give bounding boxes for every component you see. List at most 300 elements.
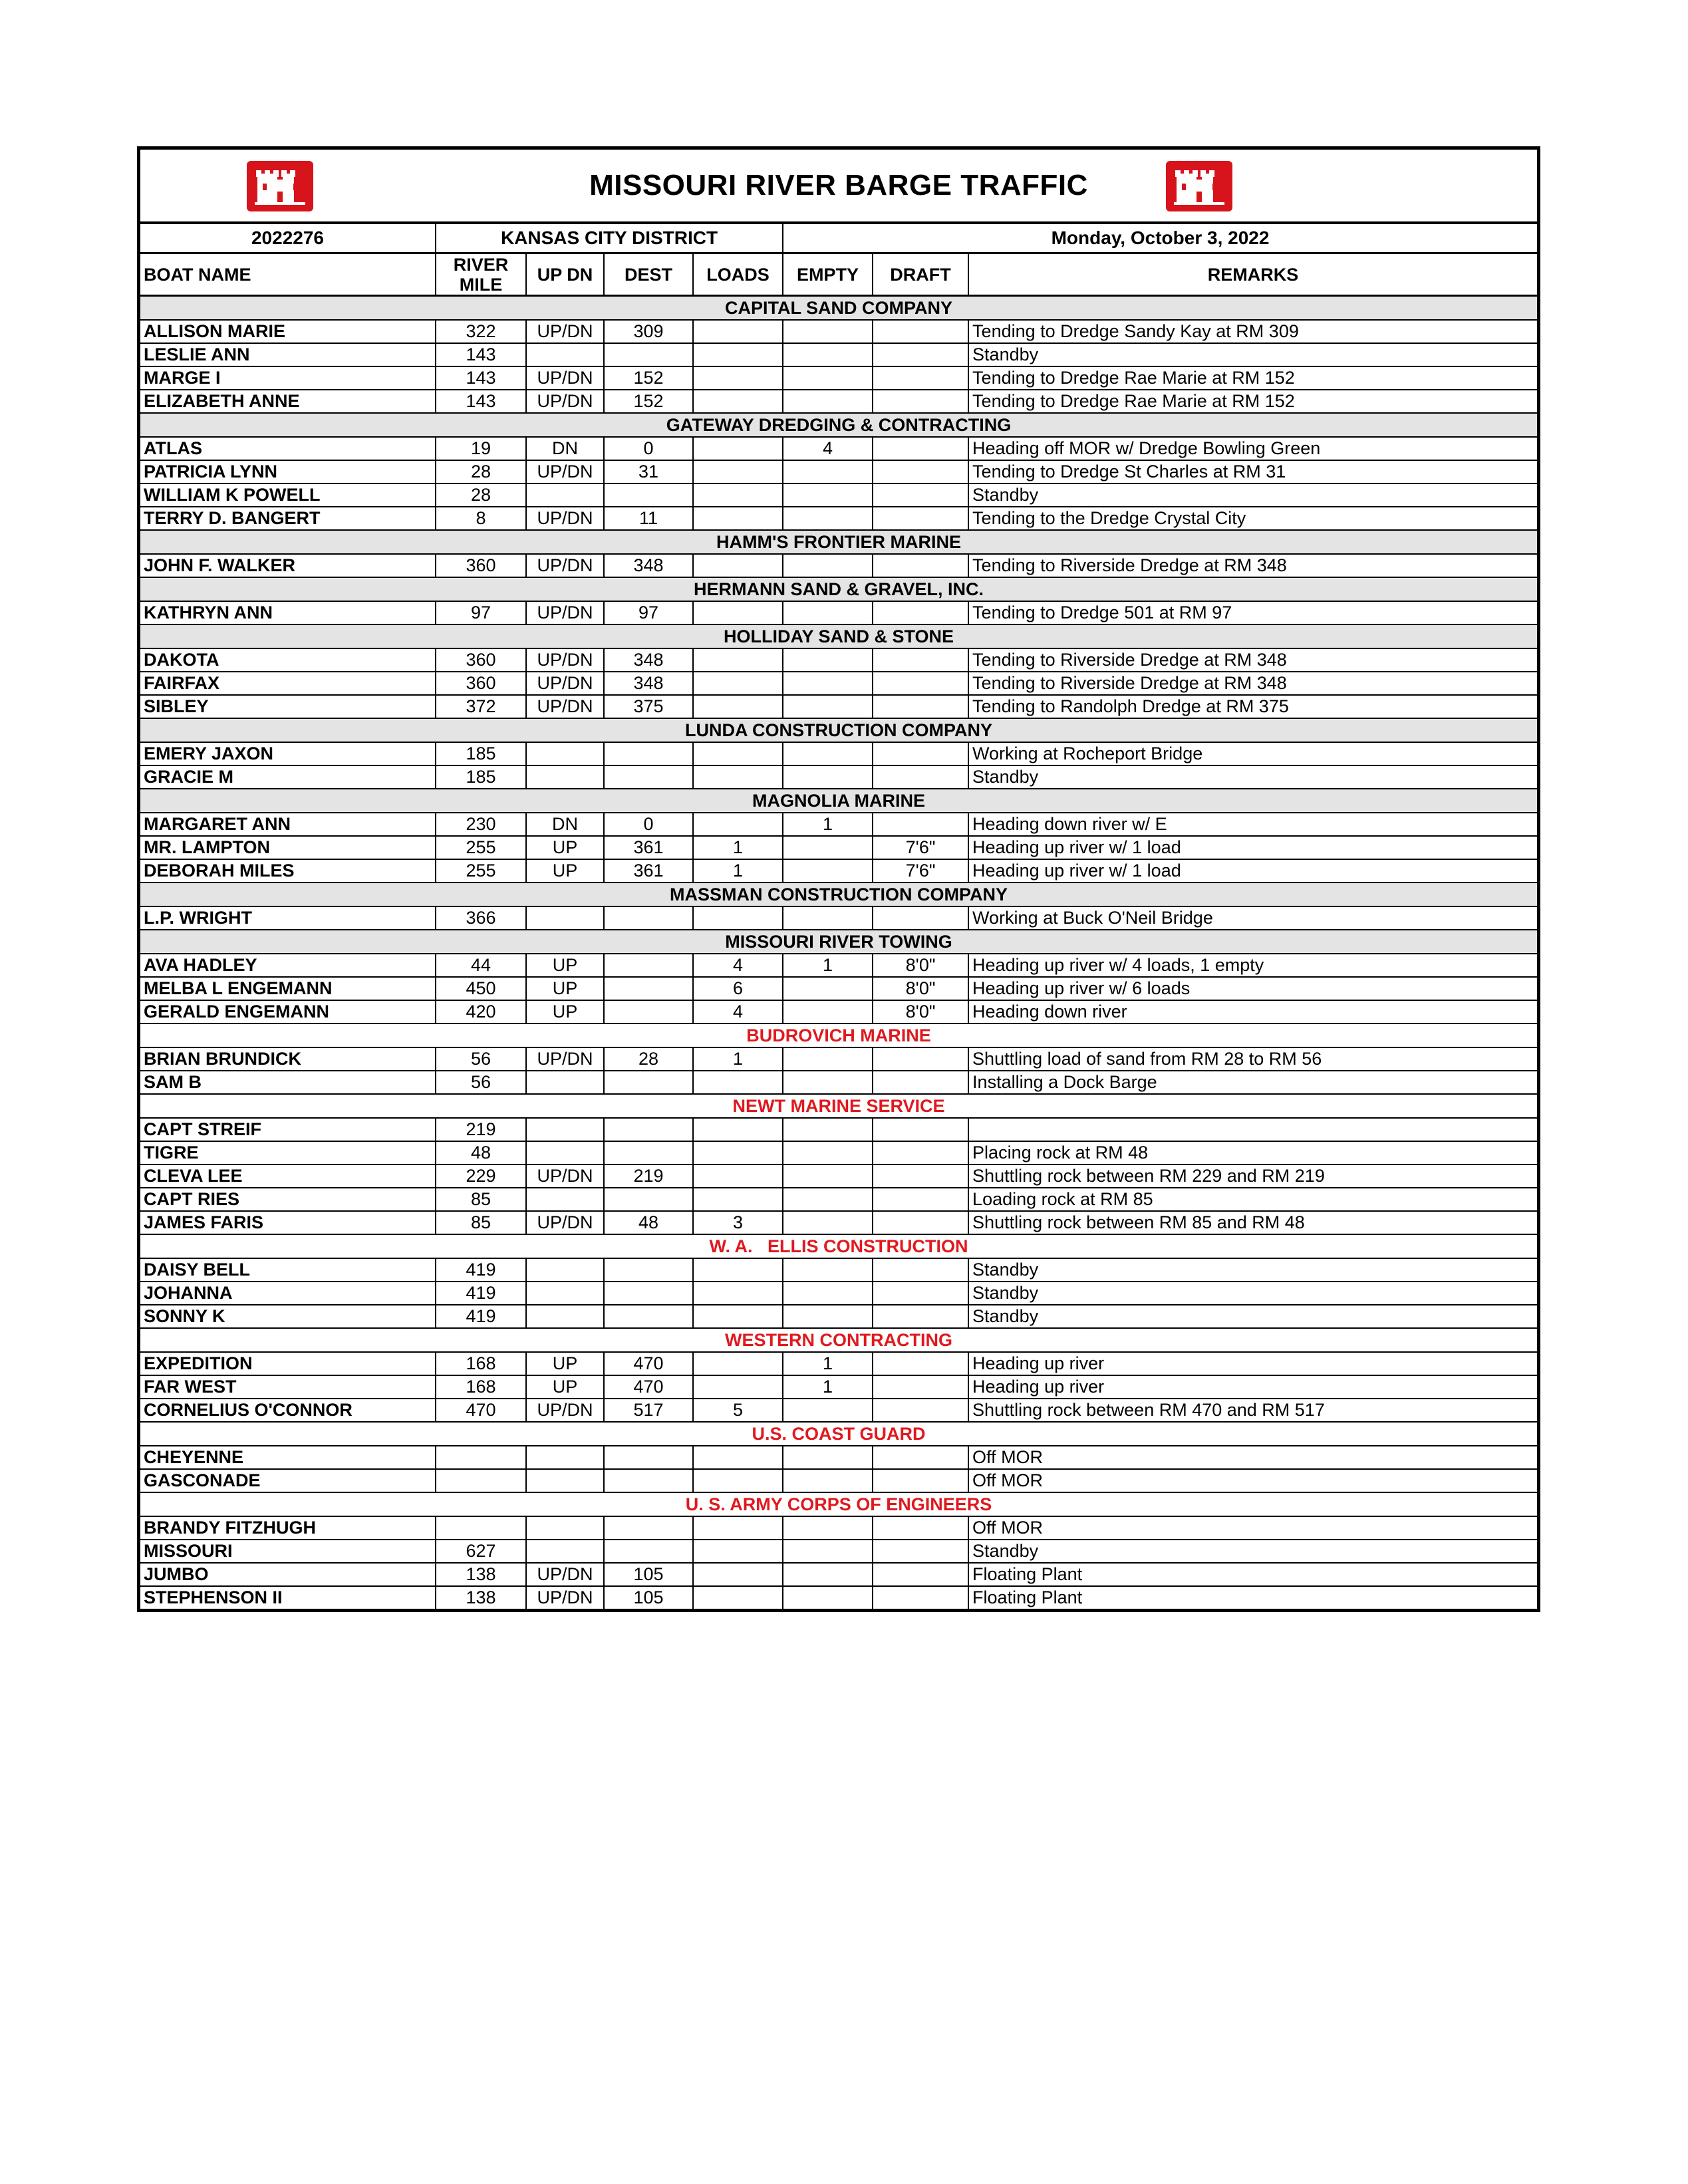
remarks-cell: Floating Plant: [968, 1586, 1537, 1609]
remarks-cell: Shuttling load of sand from RM 28 to RM 56: [968, 1047, 1537, 1071]
river-mile-cell: 322: [436, 320, 526, 343]
river-mile-cell: 168: [436, 1352, 526, 1375]
table-row: [140, 1164, 1537, 1188]
section-name: MAGNOLIA MARINE: [140, 789, 1537, 813]
boat-name-cell: STEPHENSON II: [140, 1586, 436, 1609]
dest-cell: 361: [604, 836, 693, 859]
loads-cell: [693, 1446, 783, 1469]
header-boat-name: BOAT NAME: [140, 253, 436, 296]
up-dn-cell: DN: [526, 437, 604, 460]
table-row: [140, 1375, 1537, 1399]
table-row: [140, 695, 1537, 718]
river-mile-cell: 138: [436, 1586, 526, 1609]
section-header-row: [140, 930, 1537, 954]
empty-cell: [783, 1211, 873, 1234]
loads-cell: [693, 906, 783, 930]
section-name: MASSMAN CONSTRUCTION COMPANY: [140, 883, 1537, 906]
loads-cell: [693, 1071, 783, 1094]
empty-cell: [783, 1516, 873, 1540]
river-mile-cell: 627: [436, 1540, 526, 1563]
river-mile-cell: 143: [436, 390, 526, 413]
empty-cell: [783, 1563, 873, 1586]
castle-logo-right: [1166, 161, 1232, 211]
table-row: [140, 390, 1537, 413]
river-mile-cell: 419: [436, 1282, 526, 1305]
river-mile-cell: 360: [436, 554, 526, 577]
table-row: [140, 1258, 1537, 1282]
table-row: [140, 813, 1537, 836]
empty-cell: [783, 460, 873, 483]
up-dn-cell: [526, 906, 604, 930]
dest-cell: [604, 1469, 693, 1492]
remarks-cell: Standby: [968, 1305, 1537, 1328]
remarks-cell: Shuttling rock between RM 229 and RM 219: [968, 1164, 1537, 1188]
river-mile-cell: 143: [436, 343, 526, 366]
section-name: HOLLIDAY SAND & STONE: [140, 624, 1537, 648]
dest-cell: 31: [604, 460, 693, 483]
header-up-dn: UP DN: [526, 253, 604, 296]
remarks-cell: Tending to Dredge Rae Marie at RM 152: [968, 390, 1537, 413]
table-row: [140, 460, 1537, 483]
up-dn-cell: UP: [526, 836, 604, 859]
river-mile-cell: 56: [436, 1047, 526, 1071]
up-dn-cell: [526, 343, 604, 366]
dest-cell: [604, 1188, 693, 1211]
boat-name-cell: CHEYENNE: [140, 1446, 436, 1469]
draft-cell: [873, 648, 968, 672]
table-row: [140, 742, 1537, 765]
report-id: 2022276: [140, 224, 436, 253]
dest-cell: 348: [604, 672, 693, 695]
river-mile-cell: 419: [436, 1258, 526, 1282]
draft-cell: [873, 906, 968, 930]
up-dn-cell: UP/DN: [526, 366, 604, 390]
river-mile-cell: 360: [436, 672, 526, 695]
draft-cell: [873, 1469, 968, 1492]
up-dn-cell: UP/DN: [526, 1164, 604, 1188]
loads-cell: [693, 1540, 783, 1563]
up-dn-cell: [526, 1071, 604, 1094]
empty-cell: [783, 320, 873, 343]
draft-cell: [873, 1188, 968, 1211]
boat-name-cell: BRANDY FITZHUGH: [140, 1516, 436, 1540]
up-dn-cell: UP/DN: [526, 695, 604, 718]
empty-cell: [783, 906, 873, 930]
table-row: [140, 1446, 1537, 1469]
dest-cell: 48: [604, 1211, 693, 1234]
loads-cell: [693, 320, 783, 343]
section-header-row: [140, 1024, 1537, 1047]
loads-cell: [693, 390, 783, 413]
boat-name-cell: GRACIE M: [140, 765, 436, 789]
traffic-table: [140, 224, 1537, 1609]
remarks-cell: Standby: [968, 1540, 1537, 1563]
boat-name-cell: SIBLEY: [140, 695, 436, 718]
boat-name-cell: JOHN F. WALKER: [140, 554, 436, 577]
river-mile-cell: 419: [436, 1305, 526, 1328]
up-dn-cell: UP/DN: [526, 1047, 604, 1071]
river-mile-cell: 185: [436, 742, 526, 765]
up-dn-cell: UP: [526, 1375, 604, 1399]
loads-cell: [693, 1258, 783, 1282]
up-dn-cell: UP/DN: [526, 648, 604, 672]
dest-cell: 309: [604, 320, 693, 343]
boat-name-cell: MR. LAMPTON: [140, 836, 436, 859]
section-header-row: [140, 1234, 1537, 1258]
dest-cell: 470: [604, 1352, 693, 1375]
boat-name-cell: TERRY D. BANGERT: [140, 507, 436, 530]
remarks-cell: Tending to the Dredge Crystal City: [968, 507, 1537, 530]
empty-cell: 4: [783, 437, 873, 460]
dest-cell: 517: [604, 1399, 693, 1422]
loads-cell: [693, 742, 783, 765]
table-row: [140, 507, 1537, 530]
empty-cell: [783, 1446, 873, 1469]
empty-cell: [783, 1188, 873, 1211]
dest-cell: [604, 1305, 693, 1328]
river-mile-cell: 85: [436, 1188, 526, 1211]
boat-name-cell: GASCONADE: [140, 1469, 436, 1492]
header-loads: LOADS: [693, 253, 783, 296]
empty-cell: 1: [783, 1352, 873, 1375]
remarks-cell: Off MOR: [968, 1469, 1537, 1492]
dest-cell: [604, 1258, 693, 1282]
castle-logo-left: [247, 161, 313, 211]
table-row: [140, 1399, 1537, 1422]
empty-cell: [783, 977, 873, 1000]
loads-cell: [693, 366, 783, 390]
boat-name-cell: MARGARET ANN: [140, 813, 436, 836]
empty-cell: [783, 1000, 873, 1024]
empty-cell: [783, 507, 873, 530]
boat-name-cell: KATHRYN ANN: [140, 601, 436, 624]
empty-cell: [783, 366, 873, 390]
draft-cell: [873, 460, 968, 483]
boat-name-cell: DEBORAH MILES: [140, 859, 436, 883]
loads-cell: [693, 1516, 783, 1540]
loads-cell: 6: [693, 977, 783, 1000]
empty-cell: [783, 390, 873, 413]
draft-cell: 8'0": [873, 1000, 968, 1024]
remarks-cell: Tending to Dredge Sandy Kay at RM 309: [968, 320, 1537, 343]
castle-icon: [1173, 166, 1226, 206]
table-row: [140, 1469, 1537, 1492]
empty-cell: [783, 742, 873, 765]
dest-cell: [604, 343, 693, 366]
empty-cell: 1: [783, 954, 873, 977]
up-dn-cell: UP: [526, 1000, 604, 1024]
empty-cell: [783, 1540, 873, 1563]
dest-cell: 152: [604, 390, 693, 413]
table-row: [140, 483, 1537, 507]
loads-cell: [693, 1375, 783, 1399]
empty-cell: [783, 672, 873, 695]
loads-cell: [693, 343, 783, 366]
dest-cell: 361: [604, 859, 693, 883]
boat-name-cell: DAISY BELL: [140, 1258, 436, 1282]
report-date: Monday, October 3, 2022: [783, 224, 1537, 253]
draft-cell: 8'0": [873, 954, 968, 977]
table-row: [140, 1141, 1537, 1164]
loads-cell: [693, 648, 783, 672]
river-mile-cell: [436, 1516, 526, 1540]
table-row: [140, 1118, 1537, 1141]
boat-name-cell: TIGRE: [140, 1141, 436, 1164]
empty-cell: [783, 1586, 873, 1609]
dest-cell: [604, 1071, 693, 1094]
boat-name-cell: CAPT RIES: [140, 1188, 436, 1211]
boat-name-cell: CAPT STREIF: [140, 1118, 436, 1141]
up-dn-cell: [526, 1188, 604, 1211]
draft-cell: [873, 320, 968, 343]
loads-cell: 1: [693, 859, 783, 883]
draft-cell: [873, 1446, 968, 1469]
loads-cell: [693, 695, 783, 718]
draft-cell: 7'6": [873, 859, 968, 883]
river-mile-cell: 470: [436, 1399, 526, 1422]
remarks-cell: Installing a Dock Barge: [968, 1071, 1537, 1094]
empty-cell: [783, 1305, 873, 1328]
up-dn-cell: [526, 1469, 604, 1492]
remarks-cell: Tending to Dredge 501 at RM 97: [968, 601, 1537, 624]
up-dn-cell: UP/DN: [526, 1586, 604, 1609]
remarks-cell: Standby: [968, 1258, 1537, 1282]
remarks-cell: Working at Rocheport Bridge: [968, 742, 1537, 765]
draft-cell: [873, 1141, 968, 1164]
section-header-row: [140, 789, 1537, 813]
remarks-cell: Tending to Dredge St Charles at RM 31: [968, 460, 1537, 483]
boat-name-cell: DAKOTA: [140, 648, 436, 672]
loads-cell: [693, 460, 783, 483]
loads-cell: [693, 1282, 783, 1305]
remarks-cell: Tending to Riverside Dredge at RM 348: [968, 648, 1537, 672]
dest-cell: [604, 1141, 693, 1164]
river-mile-cell: 450: [436, 977, 526, 1000]
table-row: [140, 1305, 1537, 1328]
table-row: [140, 954, 1537, 977]
up-dn-cell: UP/DN: [526, 672, 604, 695]
up-dn-cell: [526, 1540, 604, 1563]
boat-name-cell: FAIRFAX: [140, 672, 436, 695]
section-name: HAMM'S FRONTIER MARINE: [140, 530, 1537, 554]
draft-cell: 8'0": [873, 977, 968, 1000]
loads-cell: [693, 765, 783, 789]
empty-cell: 1: [783, 813, 873, 836]
draft-cell: [873, 695, 968, 718]
river-mile-cell: 97: [436, 601, 526, 624]
table-row: [140, 601, 1537, 624]
loads-cell: [693, 1118, 783, 1141]
district: KANSAS CITY DISTRICT: [436, 224, 783, 253]
dest-cell: 348: [604, 648, 693, 672]
table-row: [140, 1188, 1537, 1211]
table-row: [140, 1000, 1537, 1024]
draft-cell: [873, 601, 968, 624]
boat-name-cell: AVA HADLEY: [140, 954, 436, 977]
river-mile-cell: 372: [436, 695, 526, 718]
remarks-cell: Standby: [968, 765, 1537, 789]
empty-cell: [783, 836, 873, 859]
draft-cell: [873, 390, 968, 413]
loads-cell: [693, 1164, 783, 1188]
remarks-cell: Tending to Randolph Dredge at RM 375: [968, 695, 1537, 718]
dest-cell: [604, 954, 693, 977]
section-header-row: [140, 413, 1537, 437]
river-mile-cell: 219: [436, 1118, 526, 1141]
river-mile-cell: 19: [436, 437, 526, 460]
empty-cell: [783, 554, 873, 577]
castle-icon: [253, 166, 307, 206]
empty-cell: [783, 1399, 873, 1422]
loads-cell: [693, 1141, 783, 1164]
empty-cell: [783, 601, 873, 624]
river-mile-cell: 255: [436, 859, 526, 883]
boat-name-cell: GERALD ENGEMANN: [140, 1000, 436, 1024]
boat-name-cell: CLEVA LEE: [140, 1164, 436, 1188]
draft-cell: [873, 1375, 968, 1399]
dest-cell: 105: [604, 1586, 693, 1609]
draft-cell: [873, 765, 968, 789]
dest-cell: [604, 1000, 693, 1024]
section-name: BUDROVICH MARINE: [140, 1024, 1537, 1047]
dest-cell: 11: [604, 507, 693, 530]
river-mile-cell: 255: [436, 836, 526, 859]
up-dn-cell: UP: [526, 1352, 604, 1375]
remarks-cell: Heading up river w/ 1 load: [968, 859, 1537, 883]
up-dn-cell: [526, 1118, 604, 1141]
table-row: [140, 977, 1537, 1000]
dest-cell: [604, 1282, 693, 1305]
header-empty: EMPTY: [783, 253, 873, 296]
boat-name-cell: MISSOURI: [140, 1540, 436, 1563]
remarks-cell: Standby: [968, 1282, 1537, 1305]
up-dn-cell: [526, 742, 604, 765]
remarks-cell: Heading down river w/ E: [968, 813, 1537, 836]
table-row: [140, 1352, 1537, 1375]
up-dn-cell: UP: [526, 954, 604, 977]
boat-name-cell: CORNELIUS O'CONNOR: [140, 1399, 436, 1422]
draft-cell: [873, 554, 968, 577]
remarks-cell: Heading up river w/ 6 loads: [968, 977, 1537, 1000]
dest-cell: [604, 483, 693, 507]
boat-name-cell: ATLAS: [140, 437, 436, 460]
table-row: [140, 672, 1537, 695]
river-mile-cell: 143: [436, 366, 526, 390]
draft-cell: [873, 813, 968, 836]
table-row: [140, 906, 1537, 930]
boat-name-cell: PATRICIA LYNN: [140, 460, 436, 483]
loads-cell: [693, 483, 783, 507]
draft-cell: [873, 1164, 968, 1188]
remarks-cell: Tending to Riverside Dredge at RM 348: [968, 672, 1537, 695]
dest-cell: [604, 977, 693, 1000]
empty-cell: [783, 648, 873, 672]
section-name: GATEWAY DREDGING & CONTRACTING: [140, 413, 1537, 437]
remarks-cell: Floating Plant: [968, 1563, 1537, 1586]
header-river-mile: RIVER MILE: [436, 253, 526, 296]
section-name: U. S. ARMY CORPS OF ENGINEERS: [140, 1492, 1537, 1516]
section-name: W. A. ELLIS CONSTRUCTION: [140, 1234, 1537, 1258]
dest-cell: 348: [604, 554, 693, 577]
dest-cell: 0: [604, 437, 693, 460]
river-mile-cell: 48: [436, 1141, 526, 1164]
up-dn-cell: UP/DN: [526, 1563, 604, 1586]
dest-cell: [604, 906, 693, 930]
section-header-row: [140, 530, 1537, 554]
river-mile-cell: 28: [436, 460, 526, 483]
empty-cell: [783, 1164, 873, 1188]
loads-cell: 3: [693, 1211, 783, 1234]
up-dn-cell: UP/DN: [526, 320, 604, 343]
section-header-row: [140, 1094, 1537, 1118]
loads-cell: [693, 1352, 783, 1375]
loads-cell: 5: [693, 1399, 783, 1422]
loads-cell: [693, 1563, 783, 1586]
up-dn-cell: [526, 1516, 604, 1540]
barge-traffic-report: [137, 146, 1540, 1612]
river-mile-cell: 230: [436, 813, 526, 836]
loads-cell: [693, 437, 783, 460]
up-dn-cell: [526, 1446, 604, 1469]
section-name: LUNDA CONSTRUCTION COMPANY: [140, 718, 1537, 742]
section-header-row: [140, 1422, 1537, 1446]
river-mile-cell: 185: [436, 765, 526, 789]
section-header-row: [140, 296, 1537, 321]
boat-name-cell: L.P. WRIGHT: [140, 906, 436, 930]
dest-cell: [604, 742, 693, 765]
up-dn-cell: UP/DN: [526, 1211, 604, 1234]
table-row: [140, 320, 1537, 343]
boat-name-cell: EXPEDITION: [140, 1352, 436, 1375]
boat-name-cell: LESLIE ANN: [140, 343, 436, 366]
boat-name-cell: EMERY JAXON: [140, 742, 436, 765]
draft-cell: [873, 1258, 968, 1282]
table-row: [140, 343, 1537, 366]
draft-cell: [873, 437, 968, 460]
header-dest: DEST: [604, 253, 693, 296]
table-row: [140, 1516, 1537, 1540]
dest-cell: 152: [604, 366, 693, 390]
report-title: MISSOURI RIVER BARGE TRAFFIC: [589, 169, 1088, 202]
remarks-cell: Heading up river: [968, 1352, 1537, 1375]
remarks-cell: Heading up river: [968, 1375, 1537, 1399]
up-dn-cell: UP/DN: [526, 554, 604, 577]
loads-cell: [693, 1586, 783, 1609]
remarks-cell: Standby: [968, 343, 1537, 366]
up-dn-cell: DN: [526, 813, 604, 836]
up-dn-cell: UP: [526, 977, 604, 1000]
table-row: [140, 1586, 1537, 1609]
loads-cell: [693, 1305, 783, 1328]
up-dn-cell: [526, 1258, 604, 1282]
section-header-row: [140, 577, 1537, 601]
info-row: [140, 224, 1537, 253]
boat-name-cell: JAMES FARIS: [140, 1211, 436, 1234]
river-mile-cell: 8: [436, 507, 526, 530]
river-mile-cell: 366: [436, 906, 526, 930]
draft-cell: 7'6": [873, 836, 968, 859]
draft-cell: [873, 672, 968, 695]
remarks-cell: Tending to Riverside Dredge at RM 348: [968, 554, 1537, 577]
draft-cell: [873, 1118, 968, 1141]
draft-cell: [873, 366, 968, 390]
dest-cell: [604, 1446, 693, 1469]
section-name: MISSOURI RIVER TOWING: [140, 930, 1537, 954]
loads-cell: 1: [693, 836, 783, 859]
section-header-row: [140, 1328, 1537, 1352]
table-row: [140, 1211, 1537, 1234]
draft-cell: [873, 1352, 968, 1375]
